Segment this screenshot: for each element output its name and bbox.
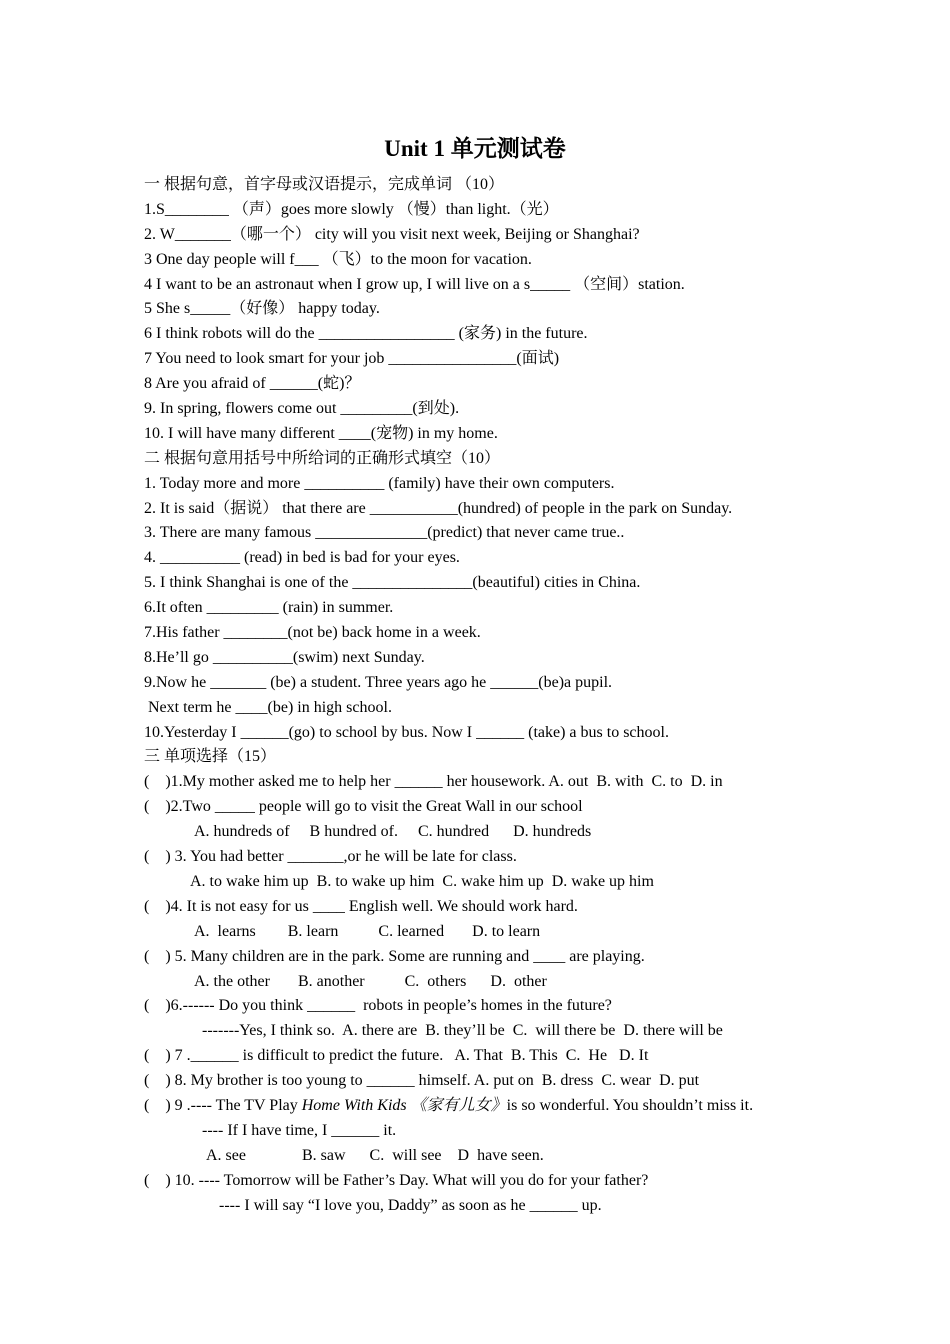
s3-question-5-options: A. the other B. another C. others D. other <box>194 972 547 990</box>
s3-question-9-options: A. see B. saw C. will see D have seen. <box>206 1146 544 1164</box>
s2-question-9-cont: Next term he ____(be) in high school. <box>148 698 392 716</box>
s3-question-4-options: A. learns B. learn C. learned D. to learn <box>194 922 541 940</box>
s2-question-9: 9.Now he _______ (be) a student. Three years ago he ______(be)a pupil. <box>144 673 613 691</box>
s3-question-4: ( )4. It is not easy for us ____ English well. We should work hard. <box>144 897 578 915</box>
q9-prefix: ( ) 9 .---- The TV Play <box>144 1096 302 1114</box>
s1-question-7: 7 You need to look smart for your job ________________(面试) <box>144 350 560 368</box>
s2-question-3: 3. There are many famous ______________(predict) that never came true.. <box>144 524 625 542</box>
s1-question-1: 1.S________ （声）goes more slowly （慢）than light.（光） <box>144 200 559 218</box>
s2-question-2: 2. It is said（据说） that there are ___________(hundred) of people in the park on Sunday. <box>144 499 733 517</box>
s3-question-8: ( ) 8. My brother is too young to ______ himself. A. put on B. dress C. wear D. put <box>144 1072 700 1090</box>
q9-title: Home With Kids 《家有儿女》 <box>301 1096 507 1114</box>
s3-question-3-options: A. to wake him up B. to wake up him C. wake him up D. wake up him <box>190 872 654 890</box>
s3-question-2: ( )2.Two _____ people will go to visit the Great Wall in our school <box>144 798 583 816</box>
s1-question-4: 4 I want to be an astronaut when I grow up, I will live on a s_____ （空间）station. <box>144 275 685 293</box>
s3-question-1: ( )1.My mother asked me to help her ______ her housework. A. out B. with C. to D. in <box>144 773 723 791</box>
s3-question-6: ( )6.------ Do you think ______ robots in people’s homes in the future? <box>144 997 612 1015</box>
s3-question-3: ( ) 3. You had better _______,or he will be late for class. <box>144 848 517 866</box>
s2-question-10: 10.Yesterday I ______(go) to school by bus. Now I ______ (take) a bus to school. <box>144 723 669 741</box>
s1-question-3: 3 One day people will f___ （飞）to the moon for vacation. <box>144 250 532 268</box>
section-3-heading: 三 单项选择（15） <box>144 748 277 766</box>
s2-question-7: 7.His father ________(not be) back home in a week. <box>144 624 481 642</box>
page-title: Unit 1 单元测试卷 <box>384 136 566 161</box>
section-1-heading: 一 根据句意，首字母或汉语提示，完成单词 （10） <box>144 176 505 193</box>
s2-question-5: 5. I think Shanghai is one of the _______________(beautiful) cities in China. <box>144 574 641 592</box>
s3-question-6-options: -------Yes, I think so. A. there are B. they’ll be C. will there be D. there will be <box>202 1022 723 1040</box>
s3-question-10-answer: ---- I will say “I love you, Daddy” as soon as he ______ up. <box>219 1196 602 1214</box>
s3-question-2-options: A. hundreds of B hundred of. C. hundred D. hundreds <box>194 823 592 841</box>
s3-question-9 <box>144 1094 844 1119</box>
section-2-heading: 二 根据句意用括号中所给词的正确形式填空（10） <box>144 449 501 467</box>
s2-question-6: 6.It often _________ (rain) in summer. <box>144 599 394 617</box>
s1-question-5: 5 She s_____（好像） happy today. <box>144 300 380 318</box>
s3-question-9-answer: ---- If I have time, I ______ it. <box>202 1121 397 1139</box>
s2-question-4: 4. __________ (read) in bed is bad for your eyes. <box>144 549 460 567</box>
s1-question-9: 9. In spring, flowers come out _________(到处). <box>144 400 460 418</box>
s1-question-8: 8 Are you afraid of ______(蛇)？ <box>144 375 361 393</box>
s1-question-6: 6 I think robots will do the _________________ (家务) in the future. <box>144 325 588 343</box>
q9-suffix: is so wonderful. You shouldn’t miss it. <box>506 1096 754 1114</box>
s2-question-1: 1. Today more and more __________ (family) have their own computers. <box>144 474 615 492</box>
s3-question-5: ( ) 5. Many children are in the park. Some are running and ____ are playing. <box>144 947 645 965</box>
s3-question-7: ( ) 7 .______ is difficult to predict the future. A. That B. This C. He D. It <box>144 1047 649 1065</box>
s3-question-10: ( ) 10. ---- Tomorrow will be Father’s Day. What will you do for your father? <box>144 1171 649 1189</box>
worksheet-content <box>144 173 844 1218</box>
s1-question-10: 10. I will have many different ____(宠物) in my home. <box>144 424 498 442</box>
s2-question-8: 8.He’ll go __________(swim) next Sunday. <box>144 648 425 666</box>
s1-question-2: 2. W_______（哪一个） city will you visit next week, Beijing or Shanghai? <box>144 225 640 243</box>
